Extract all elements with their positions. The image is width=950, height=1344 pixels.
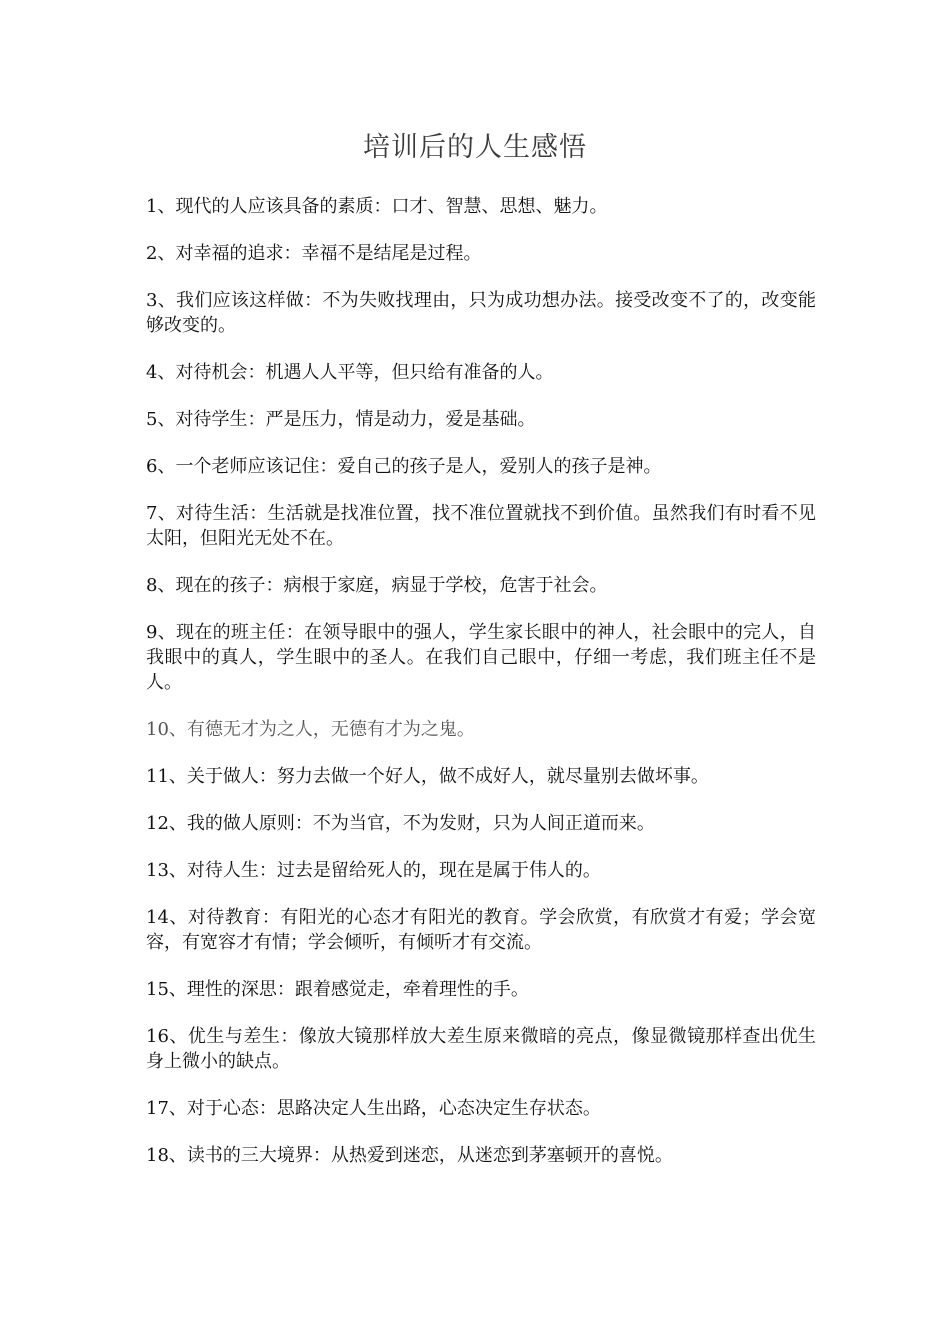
list-item: 1、现代的人应该具备的素质：口才、智慧、思想、魅力。 <box>146 196 608 217</box>
list-item: 8、现在的孩子：病根于家庭，病显于学校，危害于社会。 <box>146 575 608 596</box>
list-item: 16、优生与差生：像放大镜那样放大差生原来微暗的亮点，像显微镜那样查出优生身上微小的缺点。 <box>146 1026 816 1072</box>
list-item: 12、我的做人原则：不为当官，不为发财，只为人间正道而来。 <box>146 813 655 834</box>
document-title: 培训后的人生感悟 <box>363 132 587 163</box>
list-item: 15、理性的深思：跟着感觉走，牵着理性的手。 <box>146 979 529 1000</box>
list-item: 7、对待生活：生活就是找准位置，找不准位置就找不到价值。虽然我们有时看不见太阳，但阳光无处不在。 <box>146 503 816 549</box>
list-item: 5、对待学生：严是压力，情是动力，爱是基础。 <box>146 409 536 430</box>
list-item: 14、对待教育：有阳光的心态才有阳光的教育。学会欣赏，有欣赏才有爱；学会宽容，有宽容才有情；学会倾听，有倾听才有交流。 <box>146 907 816 953</box>
list-item: 13、对待人生：过去是留给死人的，现在是属于伟人的。 <box>146 860 601 881</box>
list-item: 3、我们应该这样做：不为失败找理由，只为成功想办法。接受改变不了的，改变能够改变的。 <box>146 290 816 336</box>
list-item: 17、对于心态：思路决定人生出路，心态决定生存状态。 <box>146 1098 601 1119</box>
list-item: 11、关于做人：努力去做一个好人，做不成好人，就尽量别去做坏事。 <box>146 766 709 787</box>
list-item: 4、对待机会：机遇人人平等，但只给有准备的人。 <box>146 362 554 383</box>
item-list <box>146 194 816 1190</box>
list-item: 6、一个老师应该记住：爱自己的孩子是人，爱别人的孩子是神。 <box>146 456 662 477</box>
list-item: 2、对幸福的追求：幸福不是结尾是过程。 <box>146 243 482 264</box>
list-item: 10、有德无才为之人，无德有才为之鬼。 <box>146 719 475 740</box>
list-item: 9、现在的班主任：在领导眼中的强人，学生家长眼中的神人，社会眼中的完人，自我眼中的真人，学生眼中的圣人。在我们自己眼中，仔细一考虑，我们班主任不是人。 <box>146 622 816 693</box>
list-item: 18、读书的三大境界：从热爱到迷恋，从迷恋到茅塞顿开的喜悦。 <box>146 1145 673 1166</box>
